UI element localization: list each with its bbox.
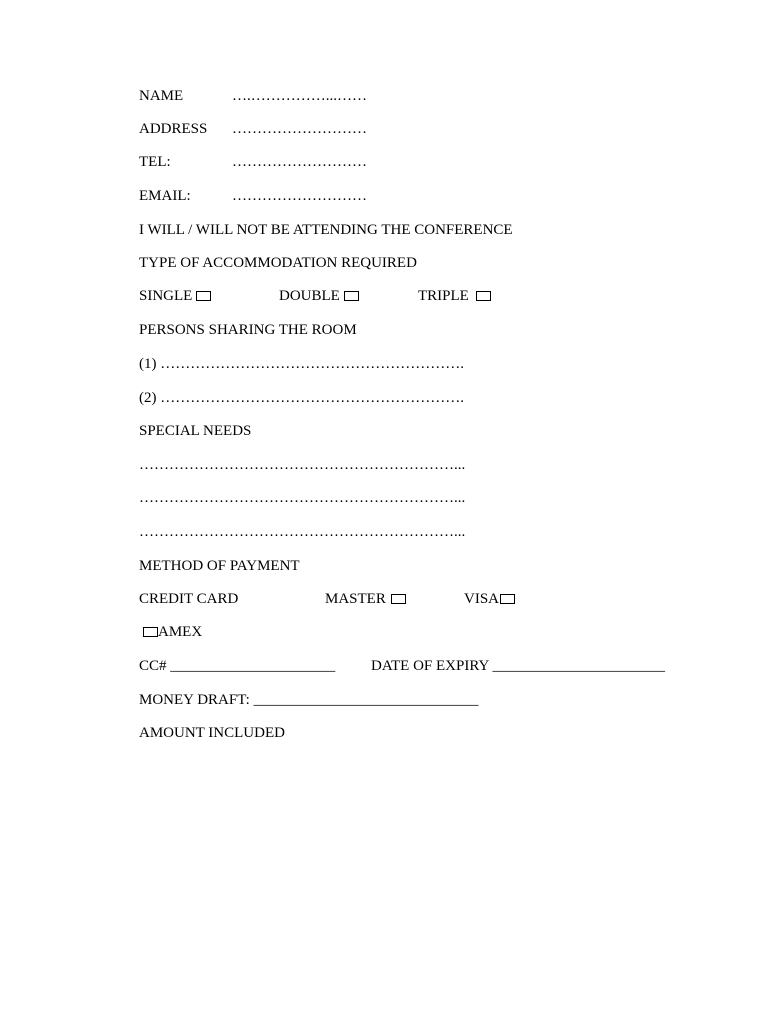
amex-checkbox[interactable]	[143, 627, 158, 637]
room-option-double[interactable]	[279, 287, 359, 305]
room-option-single-label: SINGLE	[139, 288, 193, 304]
card-option-visa[interactable]	[464, 590, 515, 608]
email-row	[139, 187, 367, 205]
room-option-single[interactable]	[139, 287, 211, 305]
name-label: NAME	[139, 88, 184, 104]
special-needs-heading: SPECIAL NEEDS	[139, 423, 252, 439]
expiry-date-field[interactable]: DATE OF EXPIRY _______________________	[371, 658, 666, 674]
address-label: ADDRESS	[139, 121, 208, 137]
cc-number-field[interactable]: CC# ______________________	[139, 658, 336, 674]
money-draft-field[interactable]: MONEY DRAFT: ______________________________	[139, 692, 479, 708]
accommodation-heading: TYPE OF ACCOMMODATION REQUIRED	[139, 255, 417, 271]
special-needs-line-1[interactable]: ………………………………………………………...	[139, 457, 466, 473]
master-checkbox[interactable]	[391, 594, 406, 604]
address-row	[139, 120, 367, 138]
sharing-heading: PERSONS SHARING THE ROOM	[139, 322, 357, 338]
card-option-master[interactable]	[325, 590, 406, 608]
tel-field[interactable]: ………………………	[232, 154, 367, 170]
address-field[interactable]: ………………………	[232, 121, 367, 137]
visa-checkbox[interactable]	[500, 594, 515, 604]
triple-checkbox[interactable]	[476, 291, 491, 301]
email-label: EMAIL:	[139, 188, 191, 204]
name-field[interactable]: ….……………...……	[232, 88, 367, 104]
card-option-visa-label: VISA	[464, 591, 500, 607]
amount-included-label: AMOUNT INCLUDED	[139, 725, 285, 741]
sharing-line-1[interactable]: (1) …………………………………………………….	[139, 356, 464, 372]
sharing-line-2[interactable]: (2) …………………………………………………….	[139, 390, 464, 406]
room-option-double-label: DOUBLE	[279, 288, 340, 304]
card-option-master-label: MASTER	[325, 591, 386, 607]
double-checkbox[interactable]	[344, 291, 359, 301]
special-needs-line-2[interactable]: ………………………………………………………...	[139, 490, 466, 506]
name-row	[139, 87, 367, 105]
card-option-amex-label: AMEX	[158, 624, 203, 640]
tel-label: TEL:	[139, 154, 171, 170]
room-option-triple[interactable]	[418, 287, 491, 305]
single-checkbox[interactable]	[196, 291, 211, 301]
attending-statement: I WILL / WILL NOT BE ATTENDING THE CONFERENCE	[139, 222, 513, 238]
email-field[interactable]: ………………………	[232, 188, 367, 204]
tel-row	[139, 153, 367, 171]
credit-card-label: CREDIT CARD	[139, 591, 239, 607]
room-option-triple-label: TRIPLE	[418, 288, 469, 304]
special-needs-line-3[interactable]: ………………………………………………………...	[139, 524, 466, 540]
card-option-amex[interactable]	[143, 623, 202, 641]
payment-heading: METHOD OF PAYMENT	[139, 558, 300, 574]
